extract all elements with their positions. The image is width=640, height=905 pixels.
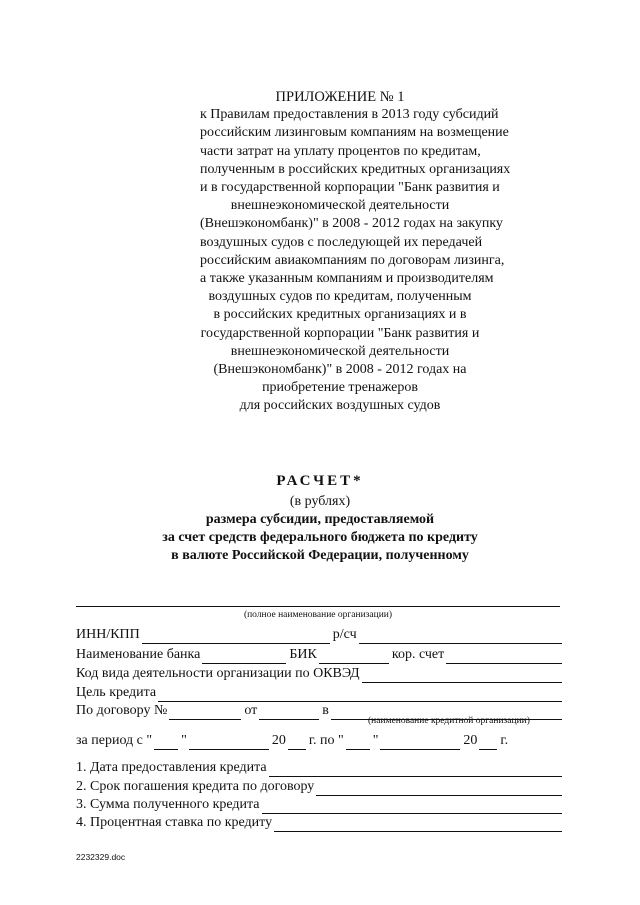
item-field[interactable] bbox=[269, 762, 562, 777]
period-start-label: за период с " bbox=[76, 733, 153, 748]
item-field[interactable] bbox=[274, 817, 562, 832]
item-label: 3. Сумма полученного кредита bbox=[76, 797, 260, 812]
corr-account-field[interactable] bbox=[446, 649, 562, 664]
purpose-row bbox=[76, 684, 562, 702]
item-label: 1. Дата предоставления кредита bbox=[76, 760, 267, 775]
purpose-field[interactable] bbox=[158, 687, 562, 702]
calculation-subtitle: (в рублях) bbox=[289, 494, 351, 509]
period-row bbox=[76, 732, 562, 750]
appendix-line: а также указанным компаниям и производителям bbox=[200, 271, 494, 287]
contract-from-label: от bbox=[244, 703, 258, 718]
period-end-month-field[interactable] bbox=[380, 735, 460, 750]
org-name-caption: (полное наименование организации) bbox=[243, 610, 393, 620]
org-name-field[interactable] bbox=[76, 606, 560, 607]
corr-account-label: кор. счет bbox=[391, 647, 445, 662]
bik-field[interactable] bbox=[319, 649, 389, 664]
contract-number-field[interactable] bbox=[169, 705, 241, 720]
item-row bbox=[76, 759, 562, 777]
appendix-line: воздушных судов по кредитам, полученным bbox=[208, 289, 472, 305]
okved-label: Код вида деятельности организации по ОКВЭД bbox=[76, 666, 360, 681]
item-label: 2. Срок погашения кредита по договору bbox=[76, 779, 315, 794]
appendix-line: государственной корпорации "Банк развития и bbox=[200, 325, 480, 341]
appendix-line: (Внешэкономбанк)" в 2008 - 2012 годах на закупку bbox=[200, 216, 503, 232]
appendix-line: части затрат на уплату процентов по кредитам, bbox=[200, 143, 481, 159]
item-row bbox=[76, 796, 562, 814]
contract-label: По договору № bbox=[76, 703, 168, 718]
calculation-line: за счет средств федерального бюджета по кредиту bbox=[162, 530, 478, 545]
account-field[interactable] bbox=[359, 629, 562, 644]
calculation-title: РАСЧЕТ* bbox=[276, 473, 364, 489]
document-filename: 2232329.doc bbox=[76, 852, 126, 862]
item-field[interactable] bbox=[316, 781, 562, 796]
inn-label: ИНН/КПП bbox=[76, 627, 140, 642]
bank-caption: (наименование кредитной организации) bbox=[368, 716, 530, 726]
appendix-header bbox=[200, 88, 511, 416]
contract-in-label: в bbox=[322, 703, 329, 718]
account-label: р/сч bbox=[332, 627, 357, 642]
appendix-line: и в государственной корпорации "Банк развития и bbox=[200, 180, 500, 196]
bank-name-field[interactable] bbox=[202, 649, 286, 664]
calculation-line: в валюте Российской Федерации, полученному bbox=[171, 548, 469, 563]
bank-name-label: Наименование банка bbox=[76, 647, 201, 662]
okved-row bbox=[76, 665, 562, 683]
bik-label: БИК bbox=[289, 647, 317, 662]
period-end-year-field[interactable] bbox=[479, 735, 497, 750]
contract-date-field[interactable] bbox=[259, 705, 319, 720]
appendix-line: в российских кредитных организациях и в bbox=[213, 307, 467, 323]
period-start-day-field[interactable] bbox=[154, 735, 178, 750]
period-year-prefix: 20 bbox=[463, 733, 478, 748]
appendix-line: (Внешэкономбанк)" в 2008 - 2012 годах на bbox=[213, 362, 467, 378]
period-end-day-field[interactable] bbox=[346, 735, 370, 750]
item-row bbox=[76, 814, 562, 832]
appendix-line: российским авиакомпаниям по договорам лизинга, bbox=[200, 252, 505, 268]
period-year-prefix: 20 bbox=[271, 733, 286, 748]
item-row bbox=[76, 778, 562, 796]
period-year-end-label: г. bbox=[500, 733, 509, 748]
inn-row bbox=[76, 626, 562, 644]
appendix-line: полученным в российских кредитных организациях bbox=[200, 161, 511, 177]
purpose-label: Цель кредита bbox=[76, 685, 157, 700]
period-start-year-field[interactable] bbox=[288, 735, 306, 750]
appendix-line: российским лизинговым компаниям на возмещение bbox=[200, 125, 509, 141]
item-label: 4. Процентная ставка по кредиту bbox=[76, 815, 273, 830]
period-quote: " bbox=[181, 733, 187, 748]
appendix-title: ПРИЛОЖЕНИЕ № 1 bbox=[275, 89, 405, 105]
bank-row bbox=[76, 646, 562, 664]
okved-field[interactable] bbox=[362, 668, 563, 683]
appendix-line: внешнеэкономической деятельности bbox=[230, 198, 450, 214]
appendix-line: внешнеэкономической деятельности bbox=[230, 343, 450, 359]
calculation-line: размера субсидии, предоставляемой bbox=[205, 512, 435, 527]
inn-field[interactable] bbox=[142, 629, 330, 644]
item-field[interactable] bbox=[262, 799, 562, 814]
appendix-line: воздушных судов с последующей их передачей bbox=[200, 234, 483, 250]
appendix-line: приобретение тренажеров bbox=[262, 380, 418, 396]
calculation-heading bbox=[80, 471, 560, 565]
period-quote: " bbox=[372, 733, 379, 748]
period-start-month-field[interactable] bbox=[189, 735, 269, 750]
period-to-label: г. по " bbox=[308, 733, 344, 748]
appendix-line: к Правилам предоставления в 2013 году субсидий bbox=[200, 107, 499, 123]
appendix-line: для российских воздушных судов bbox=[239, 398, 441, 414]
